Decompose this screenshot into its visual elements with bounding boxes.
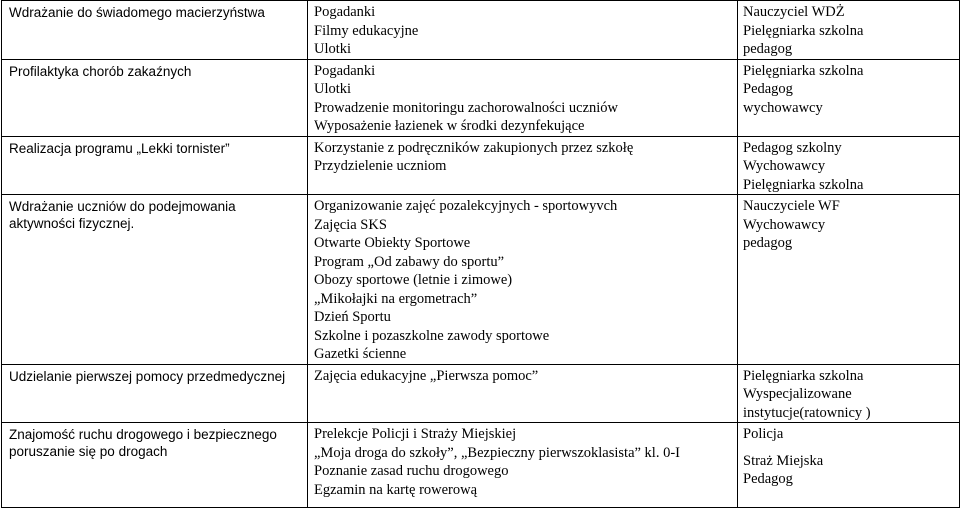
action-item: Poznanie zasad ruchu drogowego — [314, 463, 509, 479]
health-education-table — [1, 0, 960, 508]
actions-cell — [308, 423, 738, 508]
responsible-cell — [738, 364, 960, 423]
action-item: Korzystanie z podręczników zakupionych przez szkołę — [314, 139, 634, 156]
table-row — [2, 1, 960, 60]
topic-cell — [2, 364, 308, 423]
topic-text: Realizacja programu „Lekki tornister” — [9, 140, 230, 156]
action-item: Pogadanki — [314, 62, 376, 79]
responsible-item: Wyspecjalizowane instytucje(ratownicy ) — [743, 386, 871, 421]
responsible-item: wychowawcy — [743, 99, 823, 116]
topic-cell — [2, 136, 308, 195]
actions-cell — [308, 136, 738, 195]
responsible-item: Nauczyciele WF — [743, 198, 840, 214]
responsible-cell — [738, 59, 960, 136]
actions-cell — [308, 364, 738, 423]
actions-cell — [308, 195, 738, 365]
responsible-cell — [738, 1, 960, 60]
action-item: Prowadzenie monitoringu zachorowalności uczniów — [314, 99, 619, 116]
topic-text: Udzielanie pierwszej pomocy przedmedycznej — [9, 368, 286, 384]
table-row — [2, 136, 960, 195]
action-item: Ulotki — [314, 41, 352, 57]
responsible-item: Straż Miejska — [743, 452, 824, 469]
action-item: „Moja droga do szkoły”, „Bezpieczny pierwszoklasista” kl. 0-I — [314, 444, 680, 461]
responsible-item: Wychowawcy — [743, 216, 826, 233]
responsible-item: Pedagog szkolny — [743, 139, 842, 156]
action-item: „Mikołajki na ergometrach” — [314, 290, 478, 307]
action-item: Prelekcje Policji i Straży Miejskiej — [314, 426, 517, 442]
action-item: Dzień Sportu — [314, 309, 391, 325]
responsible-item: Nauczyciel WDŻ — [743, 4, 845, 20]
responsible-item: Pedagog — [743, 471, 793, 487]
actions-cell — [308, 59, 738, 136]
action-item: Przydzielenie uczniom — [314, 158, 447, 174]
topic-text: Wdrażanie uczniów do podejmowania aktywności fizycznej. — [9, 199, 236, 231]
topic-text: Profilaktyka chorób zakaźnych — [9, 63, 192, 79]
actions-cell — [308, 1, 738, 60]
action-item: Ulotki — [314, 81, 352, 97]
topic-text: Wdrażanie do świadomego macierzyństwa — [9, 5, 265, 20]
action-item: Filmy edukacyjne — [314, 22, 419, 39]
action-item: Obozy sportowe (letnie i zimowe) — [314, 272, 513, 288]
responsible-item: Pielęgniarka szkolna — [743, 62, 864, 79]
table-row — [2, 364, 960, 423]
table-row — [2, 195, 960, 365]
responsible-cell — [738, 136, 960, 195]
topic-cell — [2, 59, 308, 136]
responsible-cell — [738, 195, 960, 365]
topic-cell — [2, 195, 308, 365]
action-item: Organizowanie zajęć pozalekcyjnych - sportowyvch — [314, 198, 618, 214]
responsible-item: Wychowawcy — [743, 158, 826, 174]
action-item: Gazetki ścienne — [314, 346, 407, 362]
action-item: Zajęcia SKS — [314, 216, 387, 233]
action-item: Zajęcia edukacyjne „Pierwsza pomoc” — [314, 367, 539, 384]
action-item: Otwarte Obiekty Sportowe — [314, 235, 471, 251]
action-item: Egzamin na kartę rowerową — [314, 481, 478, 498]
responsible-item: pedagog — [743, 41, 793, 57]
responsible-cell — [738, 423, 960, 508]
responsible-item: Pielęgniarka szkolna — [743, 367, 864, 384]
responsible-item: Pielęgniarka szkolna — [743, 22, 864, 39]
table-row — [2, 59, 960, 136]
action-item: Program „Od zabawy do sportu” — [314, 253, 505, 270]
responsible-item: pedagog — [743, 235, 793, 251]
responsible-item: Pielęgniarka szkolna — [743, 176, 864, 193]
action-item: Pogadanki — [314, 4, 376, 20]
topic-cell — [2, 423, 308, 508]
responsible-item: Pedagog — [743, 81, 793, 97]
topic-text: Znajomość ruchu drogowego i bezpiecznego poruszanie się po drogach — [9, 427, 277, 459]
action-item: Szkolne i pozaszkolne zawody sportowe — [314, 327, 550, 344]
topic-cell — [2, 1, 308, 60]
table-row — [2, 423, 960, 508]
action-item: Wyposażenie łazienek w środki dezynfekujące — [314, 118, 585, 134]
responsible-item: Policja — [743, 426, 784, 442]
